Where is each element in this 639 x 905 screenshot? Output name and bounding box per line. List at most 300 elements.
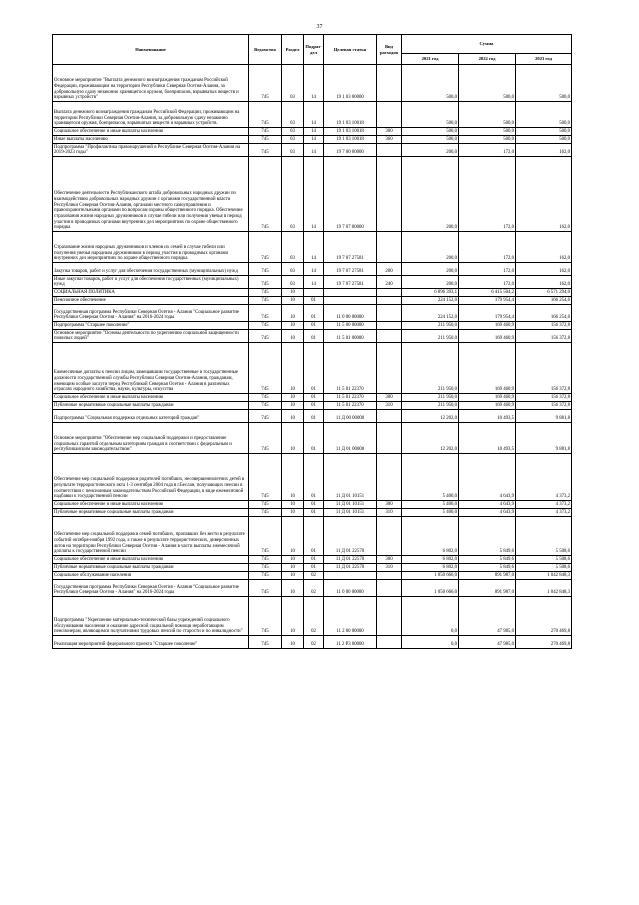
cell-expense-type <box>377 102 402 128</box>
cell-subsection: 02 <box>304 580 324 597</box>
cell-2022: 500,0 <box>459 136 516 144</box>
cell-target: 11 Д 01 10151 <box>324 501 377 509</box>
cell-section: 10 <box>282 305 304 322</box>
cell-2022: 172,0 <box>459 232 516 263</box>
cell-2022: 500,0 <box>459 128 516 136</box>
cell-expense-type <box>377 232 402 263</box>
cell-subsection: 01 <box>304 454 324 501</box>
cell-subsection: 01 <box>304 297 324 305</box>
table-row <box>53 65 572 102</box>
table-row <box>53 410 572 423</box>
cell-section: 03 <box>282 263 304 276</box>
cell-2021: 12 202,0 <box>402 423 459 454</box>
cell-expense-type <box>377 157 402 232</box>
cell-2022: 6 415 504,2 <box>459 289 516 297</box>
header-2022: 2022 год <box>459 54 516 65</box>
cell-2021: 200,0 <box>402 144 459 157</box>
cell-2021: 200,0 <box>402 276 459 289</box>
cell-section: 10 <box>282 636 304 649</box>
table-row <box>53 289 572 297</box>
cell-2022: 4 643,9 <box>459 501 516 509</box>
cell-expense-type: 300 <box>377 128 402 136</box>
cell-2022: 5 849,6 <box>459 556 516 564</box>
cell-name: Публичные нормативные социальные выплаты гражданам <box>53 509 249 517</box>
cell-target: 19 7 00 00000 <box>324 144 377 157</box>
cell-target <box>324 289 377 297</box>
cell-2023: 9 881,8 <box>516 423 572 454</box>
cell-section: 10 <box>282 394 304 402</box>
cell-expense-type: 310 <box>377 564 402 572</box>
cell-target: 19 7 07 27581 <box>324 276 377 289</box>
cell-target <box>324 297 377 305</box>
cell-ministry: 745 <box>249 556 282 564</box>
cell-section: 10 <box>282 580 304 597</box>
cell-target: 19 1 03 10018 <box>324 128 377 136</box>
cell-2023: 156 372,8 <box>516 330 572 343</box>
cell-2023: 500,0 <box>516 136 572 144</box>
cell-2023: 156 372,8 <box>516 322 572 330</box>
cell-ministry: 745 <box>249 394 282 402</box>
table-header-row <box>53 35 572 54</box>
cell-ministry: 745 <box>249 136 282 144</box>
header-target: Целевая статья <box>324 35 377 65</box>
cell-2022: 179 954,4 <box>459 297 516 305</box>
cell-subsection: 14 <box>304 157 324 232</box>
cell-2021: 5 400,0 <box>402 501 459 509</box>
cell-ministry: 745 <box>249 564 282 572</box>
table-row <box>53 322 572 330</box>
cell-2021: 1 050 666,0 <box>402 572 459 580</box>
cell-2021: 5 400,0 <box>402 509 459 517</box>
table-row <box>53 144 572 157</box>
cell-expense-type: 300 <box>377 394 402 402</box>
cell-name: Закупка товаров, работ и услуг для обеспечения государственных (муниципальных) нужд <box>53 263 249 276</box>
cell-2021: 500,0 <box>402 65 459 102</box>
cell-2022: 169 460,9 <box>459 343 516 394</box>
cell-expense-type <box>377 330 402 343</box>
cell-2022: 172,0 <box>459 157 516 232</box>
cell-name: Публичные нормативные социальные выплаты гражданам <box>53 564 249 572</box>
cell-ministry: 745 <box>249 597 282 636</box>
cell-expense-type <box>377 322 402 330</box>
cell-2022: 179 954,4 <box>459 305 516 322</box>
cell-name: СОЦИАЛЬНАЯ ПОЛИТИКА <box>53 289 249 297</box>
cell-subsection: 14 <box>304 102 324 128</box>
cell-target: 11 Д 01 22570 <box>324 517 377 556</box>
cell-2021: 6 802,0 <box>402 517 459 556</box>
cell-2023: 500,0 <box>516 65 572 102</box>
cell-section: 10 <box>282 454 304 501</box>
cell-2021: 211 950,0 <box>402 322 459 330</box>
cell-ministry: 745 <box>249 276 282 289</box>
cell-name: Обеспечение деятельности Республиканского штаба добровольных народных дружин по взаимодействию добровольных народных дружин с органами государственной власти Республики Северная Осетия-Алания, органами местного самоуправления и правоохранительными органами по вопросам охраны общественного порядка. Обеспечение страхования жизни народных дружинников в случае гибели или получения увечья в период участия в проводимых органами внутренних дел мероприятиях по охране общественного порядка <box>53 157 249 232</box>
cell-2022: 891 987,0 <box>459 572 516 580</box>
cell-2022: 500,0 <box>459 102 516 128</box>
cell-subsection: 14 <box>304 144 324 157</box>
cell-ministry: 745 <box>249 501 282 509</box>
cell-section: 03 <box>282 276 304 289</box>
cell-expense-type <box>377 636 402 649</box>
cell-2023: 500,0 <box>516 128 572 136</box>
cell-ministry: 745 <box>249 144 282 157</box>
cell-subsection: 01 <box>304 343 324 394</box>
cell-expense-type <box>377 305 402 322</box>
cell-2023: 156 372,8 <box>516 402 572 410</box>
cell-section: 10 <box>282 289 304 297</box>
cell-2023: 156 372,8 <box>516 343 572 394</box>
cell-expense-type: 310 <box>377 402 402 410</box>
cell-2023: 5 508,6 <box>516 564 572 572</box>
cell-section: 10 <box>282 343 304 394</box>
cell-name: Социальное обслуживание населения <box>53 572 249 580</box>
cell-name: Основное мероприятие "Выплата денежного вознаграждения гражданам Российской Федерации, проживающим на территории Республики Северная Осетия-Алания, за добровольную сдачу незаконно хранящегося оружия, боеприпасов, взрывчатых веществ и взрывных устройств" <box>53 65 249 102</box>
cell-expense-type <box>377 410 402 423</box>
table-row <box>53 564 572 572</box>
cell-section: 10 <box>282 564 304 572</box>
cell-section: 03 <box>282 128 304 136</box>
cell-2022: 500,0 <box>459 65 516 102</box>
cell-expense-type <box>377 580 402 597</box>
cell-2021: 211 950,0 <box>402 343 459 394</box>
header-sum: Сумма <box>402 35 572 54</box>
cell-ministry: 745 <box>249 289 282 297</box>
cell-section: 10 <box>282 410 304 423</box>
table-row <box>53 136 572 144</box>
cell-name: Социальное обеспечение и иные выплаты населению <box>53 128 249 136</box>
cell-target: 11 5 01 22370 <box>324 402 377 410</box>
cell-2022: 169 460,9 <box>459 402 516 410</box>
cell-name: Иные закупки товаров, работ и услуг для обеспечения государственных (муниципальных) нужд <box>53 276 249 289</box>
cell-target: 11 0 00 00000 <box>324 580 377 597</box>
cell-target: 11 Д 01 22570 <box>324 564 377 572</box>
cell-2021: 211 950,0 <box>402 330 459 343</box>
table-row <box>53 517 572 556</box>
cell-2022: 47 985,0 <box>459 636 516 649</box>
cell-2021: 500,0 <box>402 136 459 144</box>
table-row <box>53 305 572 322</box>
cell-target: 11 5 01 22370 <box>324 343 377 394</box>
cell-expense-type <box>377 144 402 157</box>
cell-target: 11 Д 00 00000 <box>324 410 377 423</box>
cell-subsection: 14 <box>304 232 324 263</box>
table-row <box>53 636 572 649</box>
cell-expense-type <box>377 517 402 556</box>
cell-name: Реализация мероприятий федерального проекта "Старшее поколение" <box>53 636 249 649</box>
cell-subsection: 02 <box>304 572 324 580</box>
cell-section: 10 <box>282 330 304 343</box>
table-body <box>53 65 572 649</box>
cell-name: Основное мероприятие "Основы деятельности по укреплению социальной защищенности пожилых людей" <box>53 330 249 343</box>
cell-section: 03 <box>282 65 304 102</box>
cell-2021: 5 400,0 <box>402 454 459 501</box>
cell-2023: 156 372,8 <box>516 394 572 402</box>
cell-expense-type <box>377 289 402 297</box>
cell-expense-type <box>377 343 402 394</box>
cell-subsection: 01 <box>304 556 324 564</box>
cell-subsection: 01 <box>304 322 324 330</box>
cell-expense-type <box>377 297 402 305</box>
cell-ministry: 745 <box>249 330 282 343</box>
cell-target: 11 Д 01 10151 <box>324 509 377 517</box>
cell-name: Социальное обеспечение и иные выплаты населению <box>53 394 249 402</box>
cell-name: Социальное обеспечение и иные выплаты населению <box>53 501 249 509</box>
cell-section: 03 <box>282 136 304 144</box>
cell-2022: 172,0 <box>459 276 516 289</box>
header-subsection: Подраз-дел <box>304 35 324 65</box>
cell-expense-type <box>377 423 402 454</box>
cell-subsection: 14 <box>304 263 324 276</box>
table-row <box>53 423 572 454</box>
cell-2023: 270 469,8 <box>516 597 572 636</box>
cell-2021: 200,0 <box>402 232 459 263</box>
cell-2022: 4 643,9 <box>459 509 516 517</box>
cell-2023: 162,0 <box>516 157 572 232</box>
cell-2023: 270 469,8 <box>516 636 572 649</box>
header-name: Наименование <box>53 35 249 65</box>
cell-ministry: 745 <box>249 343 282 394</box>
cell-2022: 5 849,6 <box>459 517 516 556</box>
cell-expense-type <box>377 65 402 102</box>
table-row <box>53 572 572 580</box>
cell-2022: 10 493,5 <box>459 410 516 423</box>
cell-section: 10 <box>282 297 304 305</box>
cell-expense-type <box>377 597 402 636</box>
cell-2023: 4 373,2 <box>516 454 572 501</box>
cell-subsection: 02 <box>304 636 324 649</box>
cell-name: Обеспечение мер социальной поддержки родителей погибших, несовершеннолетних детей в результате террористического акта 1-3 сентября 2004 года в г.Беслан, получающих пенсии в соответствии с пенсионным законодательством Российской Федерации, в виде ежемесячной надбавки к государственной пенсии <box>53 454 249 501</box>
cell-2021: 211 950,0 <box>402 394 459 402</box>
cell-expense-type: 300 <box>377 501 402 509</box>
cell-2023: 162,0 <box>516 276 572 289</box>
cell-ministry: 745 <box>249 263 282 276</box>
cell-2022: 172,0 <box>459 263 516 276</box>
cell-expense-type <box>377 454 402 501</box>
header-ministry: Ведомство <box>249 35 282 65</box>
cell-ministry: 745 <box>249 636 282 649</box>
cell-subsection: 01 <box>304 305 324 322</box>
cell-name: Подпрограмма "Старшее поколение" <box>53 322 249 330</box>
cell-expense-type: 360 <box>377 136 402 144</box>
cell-section: 10 <box>282 572 304 580</box>
cell-target: 19 1 03 10018 <box>324 102 377 128</box>
cell-2022: 10 493,5 <box>459 423 516 454</box>
cell-2022: 47 985,0 <box>459 597 516 636</box>
cell-2023: 162,0 <box>516 232 572 263</box>
cell-name: Государственная программа Республики Северная Осетия - Алания "Социальное развитие Республики Северная Осетия - Алания" на 2016-2024 годы <box>53 580 249 597</box>
cell-subsection: 14 <box>304 65 324 102</box>
cell-subsection: 02 <box>304 597 324 636</box>
cell-ministry: 745 <box>249 305 282 322</box>
cell-2023: 162,0 <box>516 144 572 157</box>
table-row <box>53 343 572 394</box>
table-row <box>53 454 572 501</box>
cell-2021: 500,0 <box>402 102 459 128</box>
cell-target <box>324 572 377 580</box>
cell-subsection: 01 <box>304 394 324 402</box>
cell-subsection <box>304 289 324 297</box>
cell-ministry: 745 <box>249 232 282 263</box>
table-row <box>53 263 572 276</box>
cell-2023: 6 571 294,0 <box>516 289 572 297</box>
header-expense-type: Вид расходов <box>377 35 402 65</box>
cell-section: 10 <box>282 509 304 517</box>
cell-ministry: 745 <box>249 580 282 597</box>
header-2023: 2023 год <box>516 54 572 65</box>
cell-name: Государственная программа Республики Северная Осетия - Алания "Социальное развитие Республики Северная Осетия - Алания" на 2016-2024 годы <box>53 305 249 322</box>
cell-target: 19 7 07 27581 <box>324 232 377 263</box>
cell-2021: 6 802,0 <box>402 564 459 572</box>
cell-section: 10 <box>282 423 304 454</box>
header-section: Раздел <box>282 35 304 65</box>
cell-ministry: 745 <box>249 322 282 330</box>
cell-2021: 0,0 <box>402 636 459 649</box>
cell-ministry: 745 <box>249 402 282 410</box>
cell-ministry: 745 <box>249 517 282 556</box>
cell-ministry: 745 <box>249 410 282 423</box>
cell-name: Публичные нормативные социальные выплаты гражданам <box>53 402 249 410</box>
table-row <box>53 597 572 636</box>
cell-2023: 5 508,6 <box>516 517 572 556</box>
cell-section: 03 <box>282 157 304 232</box>
cell-2023: 5 508,6 <box>516 556 572 564</box>
cell-2021: 12 202,0 <box>402 410 459 423</box>
cell-ministry: 745 <box>249 423 282 454</box>
table-row <box>53 394 572 402</box>
page-number: 37 <box>316 24 323 30</box>
cell-expense-type: 200 <box>377 263 402 276</box>
cell-target: 11 Д 01 00000 <box>324 423 377 454</box>
cell-expense-type <box>377 572 402 580</box>
cell-name: Ежемесячные доплаты к пенсии лицам, замещавшим государственные и государственные должности государственной службы Республики Северная Осетия-Алания, гражданам, имеющим особые заслуги перед Республикой Северная Осетия - Алания в различных отраслях народного хозяйства, науки, культуры, искусства <box>53 343 249 394</box>
cell-section: 03 <box>282 102 304 128</box>
cell-subsection: 01 <box>304 509 324 517</box>
cell-ministry: 745 <box>249 509 282 517</box>
cell-2021: 200,0 <box>402 263 459 276</box>
cell-2021: 211 950,0 <box>402 402 459 410</box>
cell-target: 11 5 00 00000 <box>324 322 377 330</box>
cell-expense-type: 240 <box>377 276 402 289</box>
cell-section: 10 <box>282 517 304 556</box>
cell-2022: 172,0 <box>459 144 516 157</box>
cell-2021: 0,0 <box>402 597 459 636</box>
cell-2022: 891 987,0 <box>459 580 516 597</box>
cell-ministry: 745 <box>249 454 282 501</box>
cell-name: Пенсионное обеспечение <box>53 297 249 305</box>
cell-section: 03 <box>282 232 304 263</box>
cell-target: 19 7 07 27581 <box>324 263 377 276</box>
cell-section: 10 <box>282 556 304 564</box>
cell-2022: 169 460,9 <box>459 330 516 343</box>
cell-2021: 200,0 <box>402 157 459 232</box>
cell-name: Иные выплаты населению <box>53 136 249 144</box>
cell-target: 19 1 03 10018 <box>324 136 377 144</box>
cell-subsection: 01 <box>304 410 324 423</box>
cell-2023: 500,0 <box>516 102 572 128</box>
table-row <box>53 276 572 289</box>
cell-2021: 500,0 <box>402 128 459 136</box>
cell-subsection: 14 <box>304 136 324 144</box>
cell-2021: 6 896 393,1 <box>402 289 459 297</box>
cell-2023: 4 373,2 <box>516 509 572 517</box>
cell-2021: 1 050 666,0 <box>402 580 459 597</box>
cell-expense-type: 300 <box>377 556 402 564</box>
budget-table <box>52 34 572 649</box>
cell-section: 10 <box>282 322 304 330</box>
cell-name: Подпрограмма "Укрепление материально-технической базы учреждений социального обслуживания населения и оказание адресной социальной помощи неработающим пенсионерам, являющимся получателями трудовых пенсий по старости и по инвалидности" <box>53 597 249 636</box>
cell-target: 11 5 01 22370 <box>324 394 377 402</box>
cell-target: 19 7 07 00000 <box>324 157 377 232</box>
cell-section: 10 <box>282 402 304 410</box>
cell-target: 19 1 03 00000 <box>324 65 377 102</box>
cell-2023: 9 881,8 <box>516 410 572 423</box>
table-row <box>53 556 572 564</box>
cell-section: 10 <box>282 597 304 636</box>
cell-name: Обеспечение мер социальной поддержки семей погибших, пропавших без вести в результате событий октября-ноября 1992 года, а также в результате террористических, диверсионных актов на территории Республики Северная Осетия - Алания в части выплаты ежемесячной доплаты к государственной пенсии <box>53 517 249 556</box>
table-row <box>53 128 572 136</box>
cell-ministry: 745 <box>249 297 282 305</box>
cell-subsection: 01 <box>304 517 324 556</box>
cell-target: 11 0 00 00000 <box>324 305 377 322</box>
table-row <box>53 232 572 263</box>
cell-2021: 6 802,0 <box>402 556 459 564</box>
cell-ministry: 745 <box>249 157 282 232</box>
cell-ministry: 745 <box>249 128 282 136</box>
cell-name: Подпрограмма "Социальная поддержка отдельных категорий граждан" <box>53 410 249 423</box>
cell-2021: 224 152,0 <box>402 297 459 305</box>
cell-name: Основное мероприятие "Обеспечение мер социальной поддержки и предоставление социальных гарантий отдельным категориям граждан в соответствии с федеральным и республиканским законодательством" <box>53 423 249 454</box>
cell-2022: 4 643,9 <box>459 454 516 501</box>
cell-subsection: 01 <box>304 501 324 509</box>
header-2021: 2021 год <box>402 54 459 65</box>
cell-name: Социальное обеспечение и иные выплаты населению <box>53 556 249 564</box>
cell-subsection: 01 <box>304 564 324 572</box>
cell-target: 11 2 P3 00000 <box>324 636 377 649</box>
cell-subsection: 01 <box>304 423 324 454</box>
table-row <box>53 501 572 509</box>
cell-2023: 162,0 <box>516 263 572 276</box>
table-row <box>53 157 572 232</box>
cell-name: Выплата денежного вознаграждения гражданам Российской Федерации, проживающим на территории Республики Северная Осетия-Алания, за добровольную сдачу незаконно хранящегося оружия, боеприпасов, взрывчатых веществ и взрывных устройств. <box>53 102 249 128</box>
cell-target: 11 5 01 00000 <box>324 330 377 343</box>
table-row <box>53 297 572 305</box>
cell-2022: 169 460,9 <box>459 394 516 402</box>
cell-name: Подпрограмма "Профилактика правонарушений в Республике Северная Осетия-Алания на 2019-2023 годы" <box>53 144 249 157</box>
cell-2022: 5 849,6 <box>459 564 516 572</box>
cell-subsection: 01 <box>304 330 324 343</box>
table-row <box>53 330 572 343</box>
cell-ministry: 745 <box>249 572 282 580</box>
cell-target: 11 Д 01 10151 <box>324 454 377 501</box>
cell-subsection: 01 <box>304 402 324 410</box>
table-row <box>53 509 572 517</box>
cell-section: 10 <box>282 501 304 509</box>
cell-2022: 169 460,9 <box>459 322 516 330</box>
cell-2023: 4 373,2 <box>516 501 572 509</box>
cell-2023: 1 042 848,3 <box>516 572 572 580</box>
table-row <box>53 402 572 410</box>
cell-section: 03 <box>282 144 304 157</box>
cell-2021: 224 152,0 <box>402 305 459 322</box>
cell-name: Страхование жизни народных дружинников и членов их семей в случае гибели или получения увечья народным дружинником в период участия в проводимых органами внутренних дел мероприятиях по охране общественного порядка <box>53 232 249 263</box>
table-row <box>53 102 572 128</box>
cell-ministry: 745 <box>249 102 282 128</box>
cell-2023: 1 042 848,3 <box>516 580 572 597</box>
cell-2023: 166 254,6 <box>516 297 572 305</box>
cell-ministry: 745 <box>249 65 282 102</box>
cell-target: 11 Д 01 22570 <box>324 556 377 564</box>
table-row <box>53 580 572 597</box>
cell-subsection: 14 <box>304 128 324 136</box>
